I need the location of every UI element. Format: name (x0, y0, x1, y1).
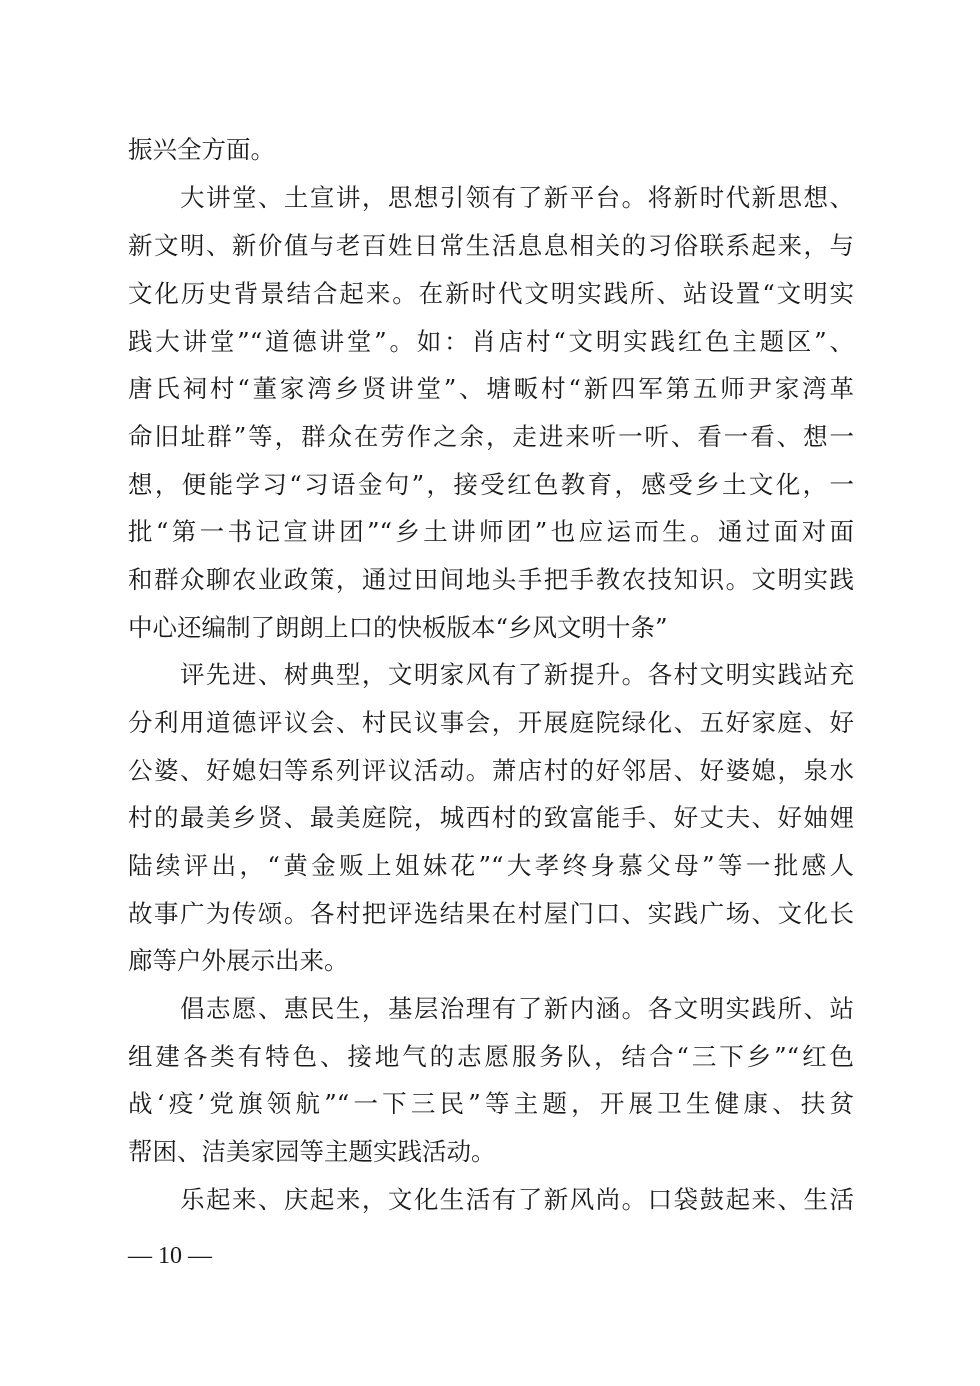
text-line: 践大讲堂”“道德讲堂”。如：肖店村“文明实践红色主题区”、 (128, 327, 854, 356)
text-line: 文化历史背景结合起来。在新时代文明实践所、站设置“文明实 (128, 279, 854, 308)
page-number: — 10 — (128, 1243, 212, 1269)
paragraph-heading-line: 评先进、树典型，文明家风有了新提升。各村文明实践站充 (180, 660, 854, 689)
text-line: 组建各类有特色、接地气的志愿服务队，结合“三下乡”“红色 (128, 1042, 854, 1071)
text-line: 振兴全方面。 (128, 135, 275, 164)
text-line: 村的最美乡贤、最美庭院，城西村的致富能手、好丈夫、好妯娌 (128, 803, 854, 832)
paragraph-heading-line: 乐起来、庆起来，文化生活有了新风尚。口袋鼓起来、生活 (180, 1185, 854, 1214)
text-line: 命旧址群”等，群众在劳作之余，走进来听一听、看一看、想一 (128, 422, 854, 451)
text-line: 廊等户外展示出来。 (128, 946, 349, 975)
text-line: 战‘疫’党旗领航”“一下三民”等主题，开展卫生健康、扶贫 (128, 1089, 854, 1118)
text-line: 新文明、新价值与老百姓日常生活息息相关的习俗联系起来，与 (128, 231, 854, 260)
text-line: 中心还编制了朗朗上口的快板版本“乡风文明十条” (128, 613, 668, 642)
text-line: 故事广为传颂。各村把评选结果在村屋门口、实践广场、文化长 (128, 899, 854, 928)
paragraph-heading-line: 倡志愿、惠民生，基层治理有了新内涵。各文明实践所、站 (180, 994, 854, 1023)
text-line: 帮困、洁美家园等主题实践活动。 (128, 1137, 496, 1166)
text-line: 公婆、好媳妇等系列评议活动。萧店村的好邻居、好婆媳，泉水 (128, 756, 854, 785)
paragraph-heading-line: 大讲堂、土宣讲，思想引领有了新平台。将新时代新思想、 (180, 183, 854, 212)
text-line: 陆续评出，“黄金贩上姐妹花”“大孝终身慕父母”等一批感人 (128, 851, 854, 880)
text-line: 分利用道德评议会、村民议事会，开展庭院绿化、五好家庭、好 (128, 708, 854, 737)
text-line: 唐氏祠村“董家湾乡贤讲堂”、塘畈村“新四军第五师尹家湾革 (128, 374, 854, 403)
text-line: 和群众聊农业政策，通过田间地头手把手教农技知识。文明实践 (128, 565, 854, 594)
text-line: 想，便能学习“习语金句”，接受红色教育，感受乡土文化，一 (128, 470, 854, 499)
text-line: 批“第一书记宣讲团”“乡土讲师团”也应运而生。通过面对面 (128, 517, 854, 546)
